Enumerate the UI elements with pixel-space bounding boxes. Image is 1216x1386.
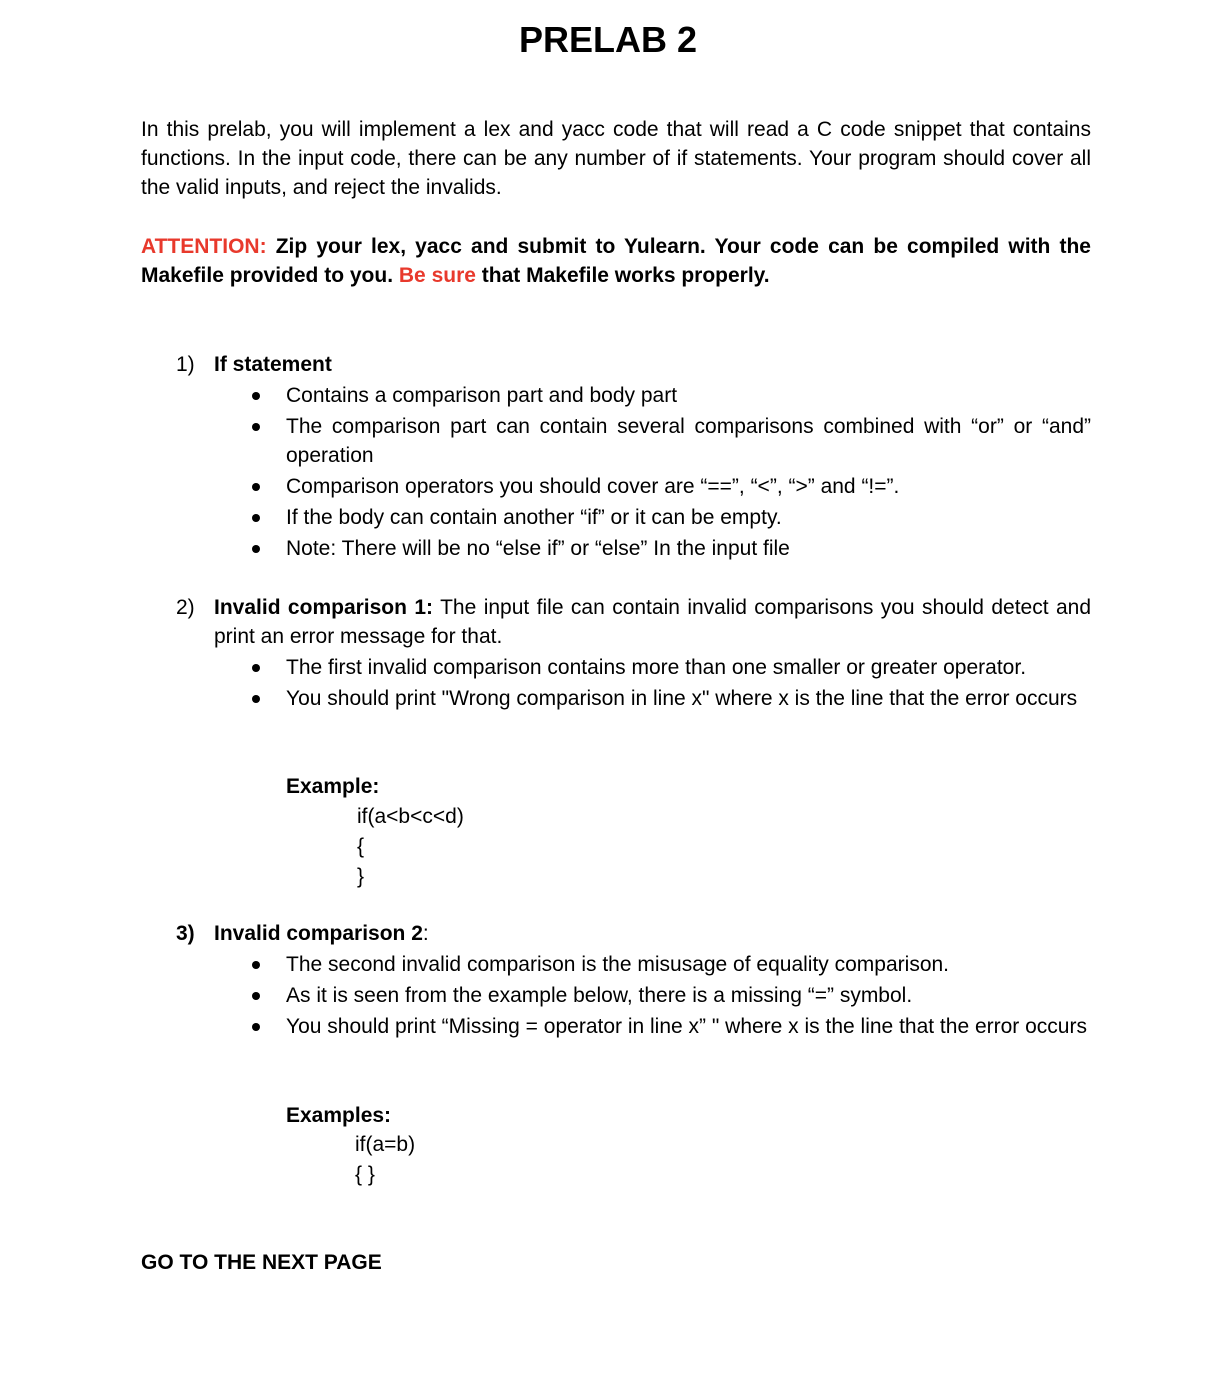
section-2-bullets <box>250 653 1091 715</box>
section-heading-rest: The input file can contain invalid comparisons you should detect and print an error message for that. <box>214 596 1091 648</box>
section-heading-text <box>214 593 1091 651</box>
list-item: You should print “Missing = operator in line x” " where x is the line that the error occurs <box>250 1012 1091 1041</box>
bullet-icon <box>252 961 260 969</box>
list-item: The first invalid comparison contains more than one smaller or greater operator. <box>250 653 1091 682</box>
example-label: Example: <box>286 775 380 798</box>
intro-paragraph: In this prelab, you will implement a lex and yacc code that will read a C code snippet that contains functions. In the input code, there can be any number of if statements. Your program should cover all the valid inputs, and reject the invalids. <box>141 118 1091 199</box>
list-item: Comparison operators you should cover are “==”, “<”, “>” and “!=”. <box>250 472 1091 501</box>
code-line: { } <box>355 1163 375 1186</box>
attention-text: Zip your lex, yacc and submit to Yulearn. Your code can be compiled with the Makefile provided to you. <box>141 235 1091 287</box>
attention-label: ATTENTION: <box>141 235 267 258</box>
section-heading-text <box>214 919 1091 948</box>
code-line: { <box>357 835 365 858</box>
list-item: As it is seen from the example below, there is a missing “=” symbol. <box>250 981 1091 1010</box>
next-page-note: GO TO THE NEXT PAGE <box>141 1251 382 1274</box>
bullet-icon <box>252 545 260 553</box>
bullet-icon <box>252 1023 260 1031</box>
section-heading-rest: : <box>422 922 429 945</box>
page-title: PRELAB 2 <box>518 19 698 60</box>
code-line: } <box>357 865 365 888</box>
attention-text-end: that Makefile works properly. <box>475 264 770 287</box>
list-item: You should print "Wrong comparison in line x" where x is the line that the error occurs <box>250 684 1091 713</box>
list-item: If the body can contain another “if” or it can be empty. <box>250 503 1091 532</box>
section-heading: Invalid comparison 2 <box>214 922 423 945</box>
bullet-icon <box>252 992 260 1000</box>
bullet-icon <box>252 483 260 491</box>
section-number: 1) <box>176 353 195 376</box>
bullet-icon <box>252 664 260 672</box>
section-heading: If statement <box>214 353 332 376</box>
list-item: The comparison part can contain several comparisons combined with “or” or “and” operation <box>250 412 1091 470</box>
list-item: Contains a comparison part and body part <box>250 381 1091 410</box>
section-1-bullets <box>250 381 1091 565</box>
list-item: The second invalid comparison is the misusage of equality comparison. <box>250 950 1091 979</box>
bullet-icon <box>252 392 260 400</box>
code-line: if(a<b<c<d) <box>357 805 464 828</box>
section-3-bullets <box>250 950 1091 1043</box>
bullet-icon <box>252 423 260 431</box>
section-number: 2) <box>176 596 195 619</box>
list-item: Note: There will be no “else if” or “else” In the input file <box>250 534 1091 563</box>
bullet-icon <box>252 514 260 522</box>
bullet-icon <box>252 695 260 703</box>
section-number: 3) <box>176 922 195 945</box>
attention-paragraph <box>141 232 1091 290</box>
be-sure-text: Be sure <box>398 264 476 287</box>
example-label: Examples: <box>286 1104 392 1127</box>
code-line: if(a=b) <box>355 1133 416 1156</box>
section-heading: Invalid comparison 1: <box>214 596 434 619</box>
